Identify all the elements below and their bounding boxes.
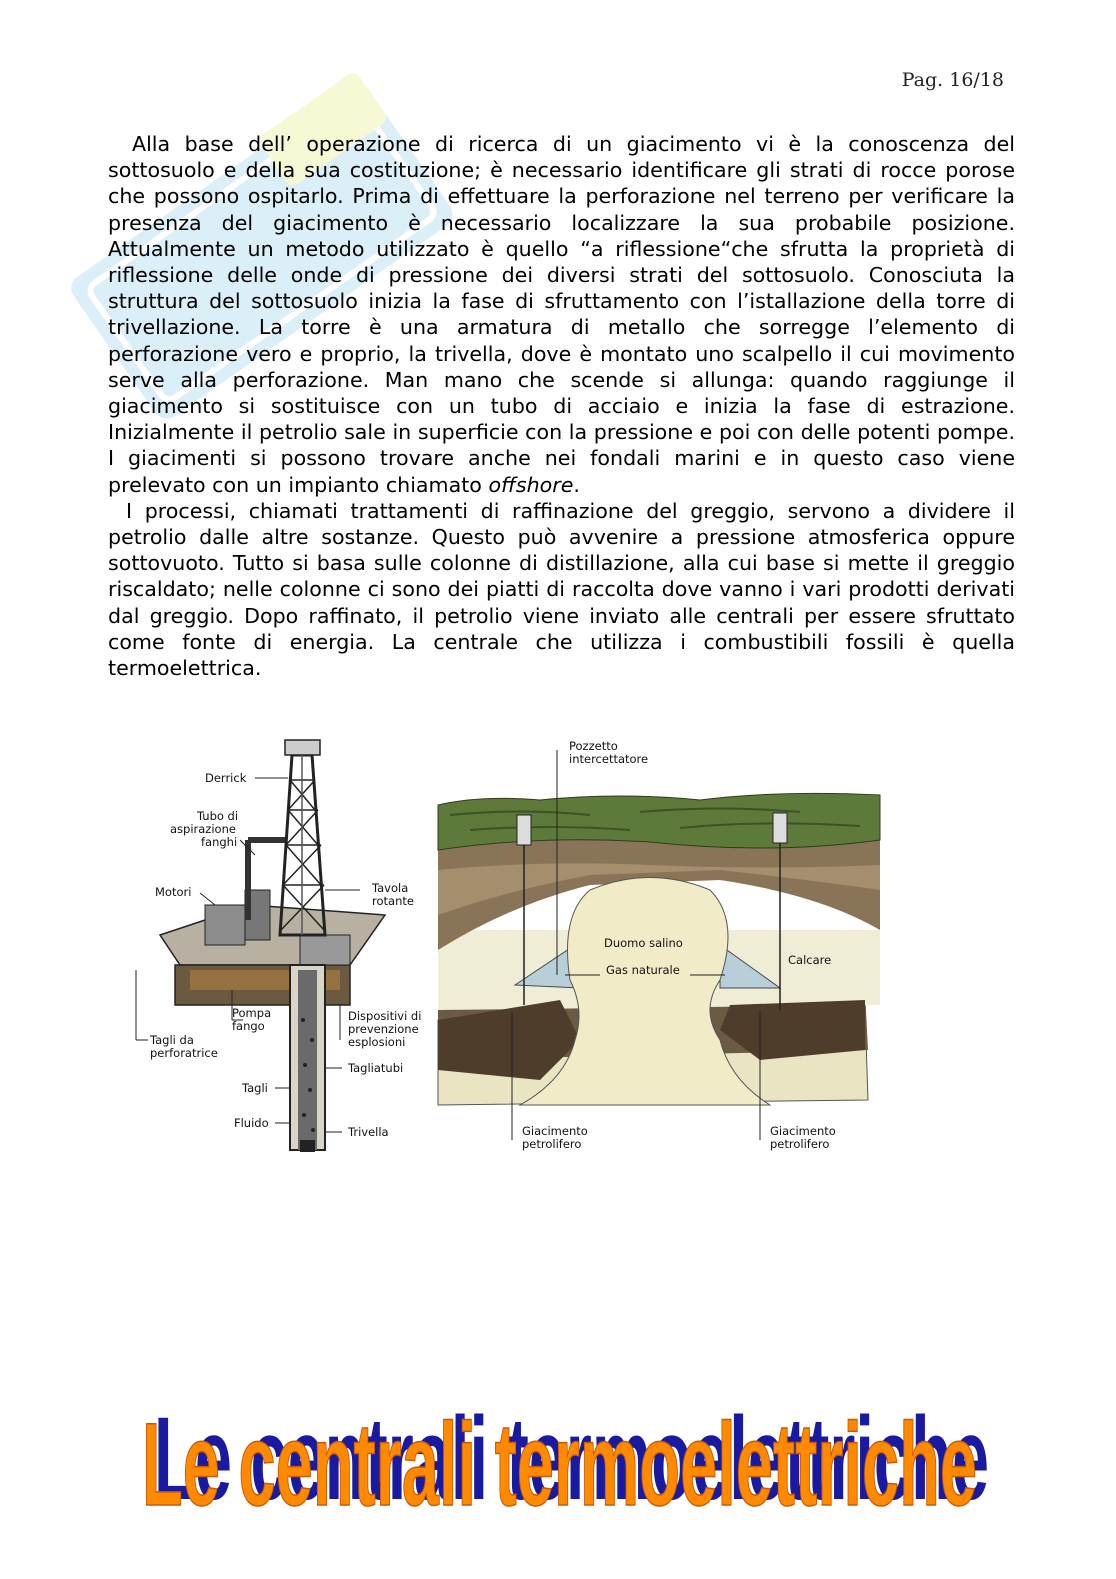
label-calcare: Calcare — [788, 953, 832, 967]
label-tubo-1: Tubo di — [197, 809, 239, 823]
label-tagliatubi: Tagliatubi — [348, 1061, 404, 1075]
label-tubo-2: aspirazione — [170, 822, 236, 836]
label-pompa-2: fango — [232, 1019, 265, 1033]
offshore-italic: offshore — [488, 472, 574, 497]
section-title-wordart — [120, 1335, 1000, 1550]
geological-section-drawing — [438, 739, 880, 1151]
label-giacimento-left-2: petrolifero — [522, 1137, 582, 1151]
label-derrick: Derrick — [205, 771, 247, 785]
label-tavola-2: rotante — [372, 894, 414, 908]
label-tagli: Tagli — [242, 1081, 268, 1095]
label-tavola-1: Tavola — [372, 881, 409, 895]
label-giacimento-right-2: petrolifero — [770, 1137, 830, 1151]
label-giacimento-left-1: Giacimento — [522, 1124, 588, 1138]
paragraph-2: I processi, chiamati trattamenti di raffinazione del greggio, servono a dividere il petrolio dalle altre sostanze. Questo può avvenire a pressione atmosferica oppure sottovuoto. Tutto si basa sulle colonne di distillazione, alla cui base si mette il greggio riscaldato; nelle colonne ci sono dei piatti di raccolta dove vanno i vari prodotti derivati dal greggio. Dopo raffinato, il petrolio viene inviato alle centrali per essere sfruttato come fonte di energia. La centrale che utilizza i combustibili fossili è quella termoelettrica. — [108, 498, 1015, 681]
label-tagli-da-2: perforatrice — [150, 1046, 218, 1060]
oil-extraction-illustration — [120, 720, 900, 1165]
label-trivella: Trivella — [348, 1125, 389, 1139]
label-pompa-1: Pompa — [232, 1006, 272, 1020]
oil-rig-drawing — [136, 740, 421, 1152]
section-title: Le centrali termoelettriche — [142, 1399, 977, 1531]
label-dispositivi-2: prevenzione — [348, 1022, 419, 1036]
page-number: Pag. 16/18 — [901, 69, 1004, 91]
label-dispositivi-1: Dispositivi di — [348, 1009, 422, 1023]
label-tubo-3: fanghi — [201, 835, 238, 849]
label-duomo-salino: Duomo salino — [604, 936, 683, 950]
paragraph-1: Alla base dell’ operazione di ricerca di un giacimento vi è la conoscenza del sottosuolo e della sua costituzione; è necessario identificare gli strati di rocce porose che possono ospitarlo. Prima di effettuare la perforazione nel terreno per verificare la presenza del giacimento è necessario localizzare la sua probabile posizione. Attualmente un metodo utilizzato è quello “a riflessione“che sfrutta la proprietà di riflessione delle onde di pressione dei diversi strati del sottosuolo. Conosciuta la struttura del sottosuolo inizia la fase di sfruttamento con l’istallazione della torre di trivellazione. La torre è una armatura di metallo che sorregge l’elemento di perforazione vero e proprio, la trivella, dove è montato uno scalpello il cui movimento serve alla perforazione. Man mano che scende si allunga: quando raggiunge il giacimento si sostituisce con un tubo di acciaio e inizia la fase di estrazione. Inizialmente il petrolio sale in superficie con la pressione e poi con delle potenti pompe. I giacimenti si possono trovare anche nei fondali marini e in questo caso viene prelevato con un impianto chiamato offshore. — [108, 132, 1015, 497]
label-motori: Motori — [155, 885, 192, 899]
label-tagli-da-1: Tagli da — [150, 1033, 194, 1047]
label-gas-naturale: Gas naturale — [606, 963, 680, 977]
label-fluido: Fluido — [234, 1116, 269, 1130]
body-text — [108, 131, 1015, 681]
label-pozzetto-2: intercettatore — [569, 752, 649, 766]
label-dispositivi-3: esplosioni — [348, 1035, 406, 1049]
section-title-shadow: Le centrali termoelettriche — [154, 1393, 989, 1525]
label-giacimento-right-1: Giacimento — [770, 1124, 836, 1138]
label-pozzetto-1: Pozzetto — [569, 739, 618, 753]
